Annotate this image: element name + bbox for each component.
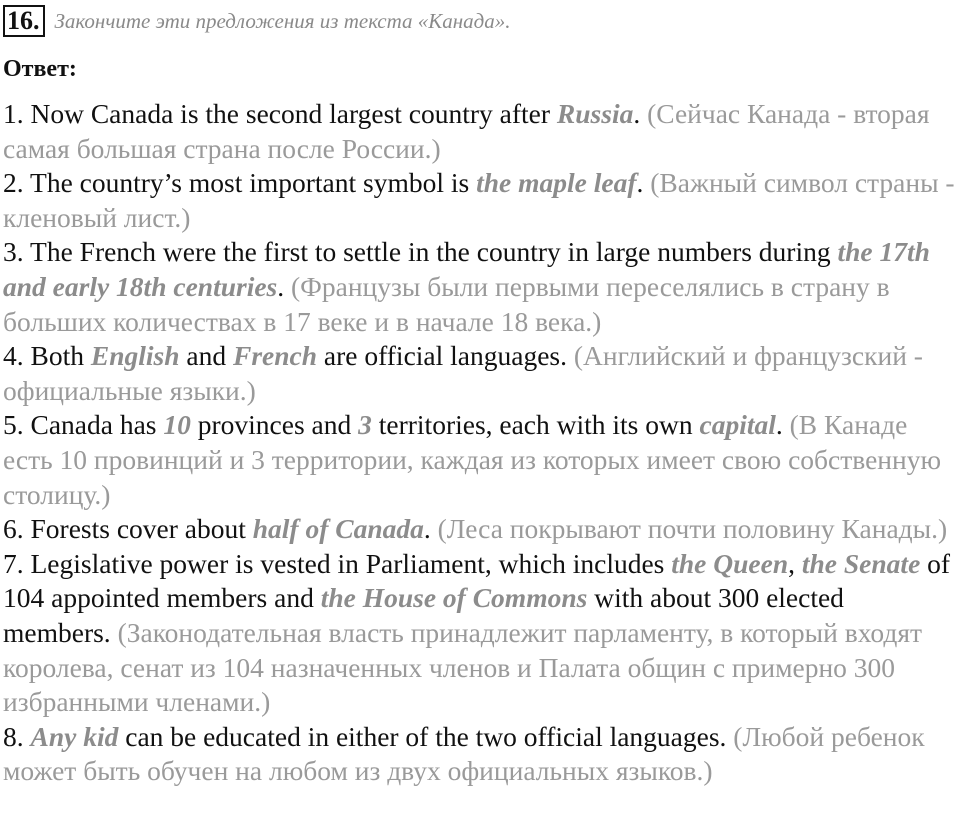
answer-item: [3, 339, 958, 408]
answer-fill: half of Canada: [252, 513, 424, 545]
sentence-text: .: [633, 98, 648, 129]
sentence-text: Both: [30, 340, 91, 372]
sentence-text: Now Canada is the second largest country after: [30, 98, 557, 129]
sentence-text: Canada has: [30, 409, 164, 441]
translation: (Сейчас Канада - вторая самая большая страна после России.): [3, 98, 930, 164]
answer-label: Ответ:: [3, 56, 77, 82]
translation: (Французы были первыми переселялись в страну в больших количествах в 17 веке и в начале 18 века.): [3, 270, 890, 337]
answer-fill: Any kid: [30, 720, 119, 752]
task-number: 16.: [3, 5, 45, 37]
sentence-text: of 104 appointed members and: [3, 547, 951, 614]
sentence-text: Forests cover about: [30, 513, 253, 545]
answer-fill: capital: [699, 409, 776, 441]
answer-fill: the Senate: [801, 547, 921, 579]
translation: (Любой ребенок может быть обучен на любом из двух официальных языков.): [3, 720, 925, 787]
translation: (Важный символ страны - кленовый лист.): [3, 167, 955, 233]
answer-item: [3, 97, 958, 166]
sentence-text: The country’s most important symbol is: [30, 167, 477, 199]
answer-item: [3, 235, 958, 339]
item-number: 4.: [3, 340, 31, 372]
item-number: 3.: [3, 236, 31, 268]
translation: (В Канаде есть 10 провинций и 3 территории, каждая из которых имеет свою собственную столицу.): [3, 409, 942, 510]
sentence-text: .: [277, 270, 291, 302]
answer-item: [3, 547, 958, 720]
answer-item: [3, 720, 958, 789]
sentence-text: territories, each with its own: [371, 409, 700, 441]
sentence-text: Legislative power is vested in Parliament, which includes: [30, 547, 672, 579]
translation: (Английский и французский - официальные языки.): [3, 340, 923, 406]
sentence-text: are official languages.: [317, 340, 574, 372]
item-number: 5.: [3, 409, 31, 441]
sentence-text: ,: [788, 547, 802, 579]
task-header: [3, 0, 958, 40]
task-instruction: Закончите эти предложения из текста «Канада».: [54, 8, 511, 33]
sentence-text: with about 300 elected members.: [3, 582, 844, 648]
sentence-text: and: [179, 340, 233, 372]
sentence-text: The French were the first to settle in the country in large numbers during: [30, 236, 838, 268]
answer-fill: the maple leaf: [476, 167, 637, 199]
answer-fill: Russia: [556, 98, 634, 129]
answer-fill: French: [233, 340, 318, 372]
answer-item: [3, 408, 958, 512]
translation: (Законодательная власть принадлежит парламенту, в который входят королева, сенат из 104 назначенных членов и Палата общин с примерно 300 избранными членами.): [3, 616, 923, 718]
answer-fill: the Queen: [671, 547, 789, 579]
answer-fill: the 17th and early 18th centuries: [3, 236, 930, 302]
answer-fill: English: [90, 340, 180, 372]
item-number: 6.: [3, 513, 31, 545]
answer-fill: the House of Commons: [320, 582, 588, 614]
item-number: 1.: [3, 98, 31, 129]
answer-fill: 3: [358, 409, 372, 441]
answer-fill: 10: [163, 409, 191, 441]
translation: (Леса покрывают почти половину Канады.): [437, 513, 948, 545]
sentence-text: can be educated in either of the two official languages.: [118, 720, 734, 752]
sentence-text: provinces and: [190, 409, 359, 441]
item-number: 7.: [3, 547, 31, 579]
item-number: 2.: [3, 167, 31, 199]
answer-item: [3, 512, 958, 547]
answer-list: [3, 97, 958, 789]
item-number: 8.: [3, 720, 31, 752]
sentence-text: .: [636, 167, 651, 199]
sentence-text: .: [423, 513, 438, 545]
sentence-text: .: [775, 409, 790, 441]
answer-item: [3, 166, 958, 235]
exercise-page: [3, 0, 958, 789]
